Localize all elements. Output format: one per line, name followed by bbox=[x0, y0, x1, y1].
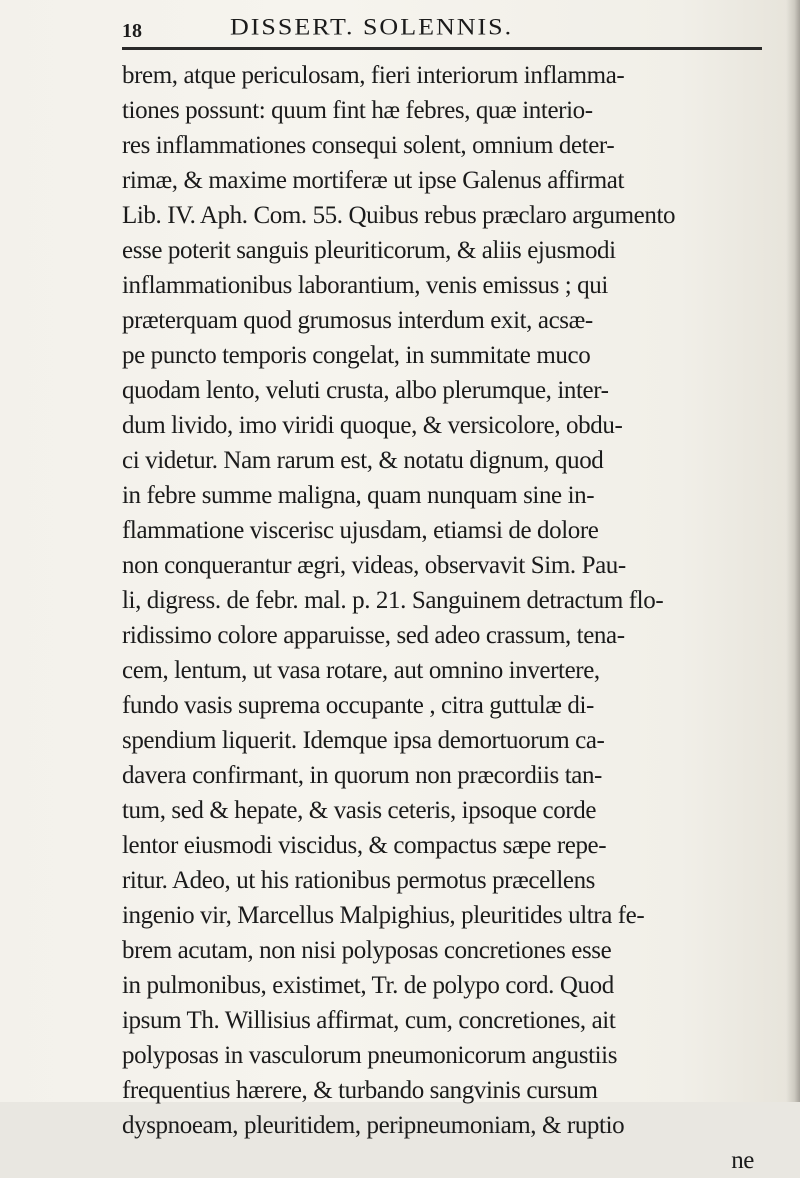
text-line: in febre summe maligna, quam nunquam sine in- bbox=[122, 482, 595, 509]
text-line: ridissimo colore apparuisse, sed adeo crassum, tena- bbox=[122, 622, 625, 649]
text-line: flammatione viscerisc ujusdam, etiamsi de dolore bbox=[122, 517, 599, 544]
page-edge-shadow bbox=[786, 0, 800, 1102]
text-line: dum livido, imo viridi quoque, & versicolore, obdu- bbox=[122, 412, 623, 439]
text-line: pe puncto temporis congelat, in summitate muco bbox=[122, 342, 591, 369]
text-line: fundo vasis suprema occupante , citra guttulæ di- bbox=[122, 692, 594, 719]
text-line: brem acutam, non nisi polyposas concretiones esse bbox=[122, 937, 612, 964]
page-header bbox=[122, 8, 762, 48]
text-line: quodam lento, veluti crusta, albo plerumque, inter- bbox=[122, 377, 609, 404]
text-line: polyposas in vasculorum pneumonicorum angustiis bbox=[122, 1042, 618, 1069]
text-line: ci videtur. Nam rarum est, & notatu dignum, quod bbox=[122, 447, 604, 474]
text-line: Lib. IV. Aph. Com. 55. Quibus rebus præclaro argumento bbox=[122, 202, 676, 229]
text-line: rimæ, & maxime mortiferæ ut ipse Galenus affirmat bbox=[122, 167, 625, 194]
header-rule bbox=[122, 47, 762, 50]
running-head: DISSERT. SOLENNIS. bbox=[230, 14, 514, 41]
text-line: in pulmonibus, existimet, Tr. de polypo cord. Quod bbox=[122, 972, 614, 999]
text-line: spendium liquerit. Idemque ipsa demortuorum ca- bbox=[122, 727, 605, 754]
text-line: lentor eiusmodi viscidus, & compactus sæpe repe- bbox=[122, 832, 607, 859]
text-line: frequentius hærere, & turbando sangvinis cursum bbox=[122, 1077, 598, 1104]
text-line: li, digress. de febr. mal. p. 21. Sanguinem detractum flo- bbox=[122, 587, 664, 614]
text-line: esse poterit sanguis pleuriticorum, & aliis ejusmodi bbox=[122, 237, 616, 264]
text-line: præterquam quod grumosus interdum exit, acsæ- bbox=[122, 307, 593, 334]
text-line: non conquerantur ægri, videas, observavit Sim. Pau- bbox=[122, 552, 626, 579]
text-line: res inflammationes consequi solent, omnium deter- bbox=[122, 132, 615, 159]
text-line: davera confirmant, in quorum non præcordiis tan- bbox=[122, 762, 602, 789]
text-line: ritur. Adeo, ut his rationibus permotus præcellens bbox=[122, 867, 595, 894]
text-line: brem, atque periculosam, fieri interiorum inflamma- bbox=[122, 62, 625, 89]
page-number: 18 bbox=[122, 20, 142, 42]
text-line: tum, sed & hepate, & vasis ceteris, ipsoque corde bbox=[122, 797, 597, 824]
text-line: cem, lentum, ut vasa rotare, aut omnino invertere, bbox=[122, 657, 600, 684]
text-line: inflammationibus laborantium, venis emissus ; qui bbox=[122, 272, 608, 299]
body-text bbox=[122, 58, 784, 1178]
text-line: ipsum Th. Willisius affirmat, cum, concretiones, ait bbox=[122, 1007, 616, 1034]
text-line: dyspnoeam, pleuritidem, peripneumoniam, & ruptio bbox=[122, 1112, 625, 1139]
text-line: tiones possunt: quum fint hæ febres, quæ interio- bbox=[122, 97, 593, 124]
text-line: ingenio vir, Marcellus Malpighius, pleuritides ultra fe- bbox=[122, 902, 645, 929]
text-line: ne bbox=[731, 1147, 754, 1174]
